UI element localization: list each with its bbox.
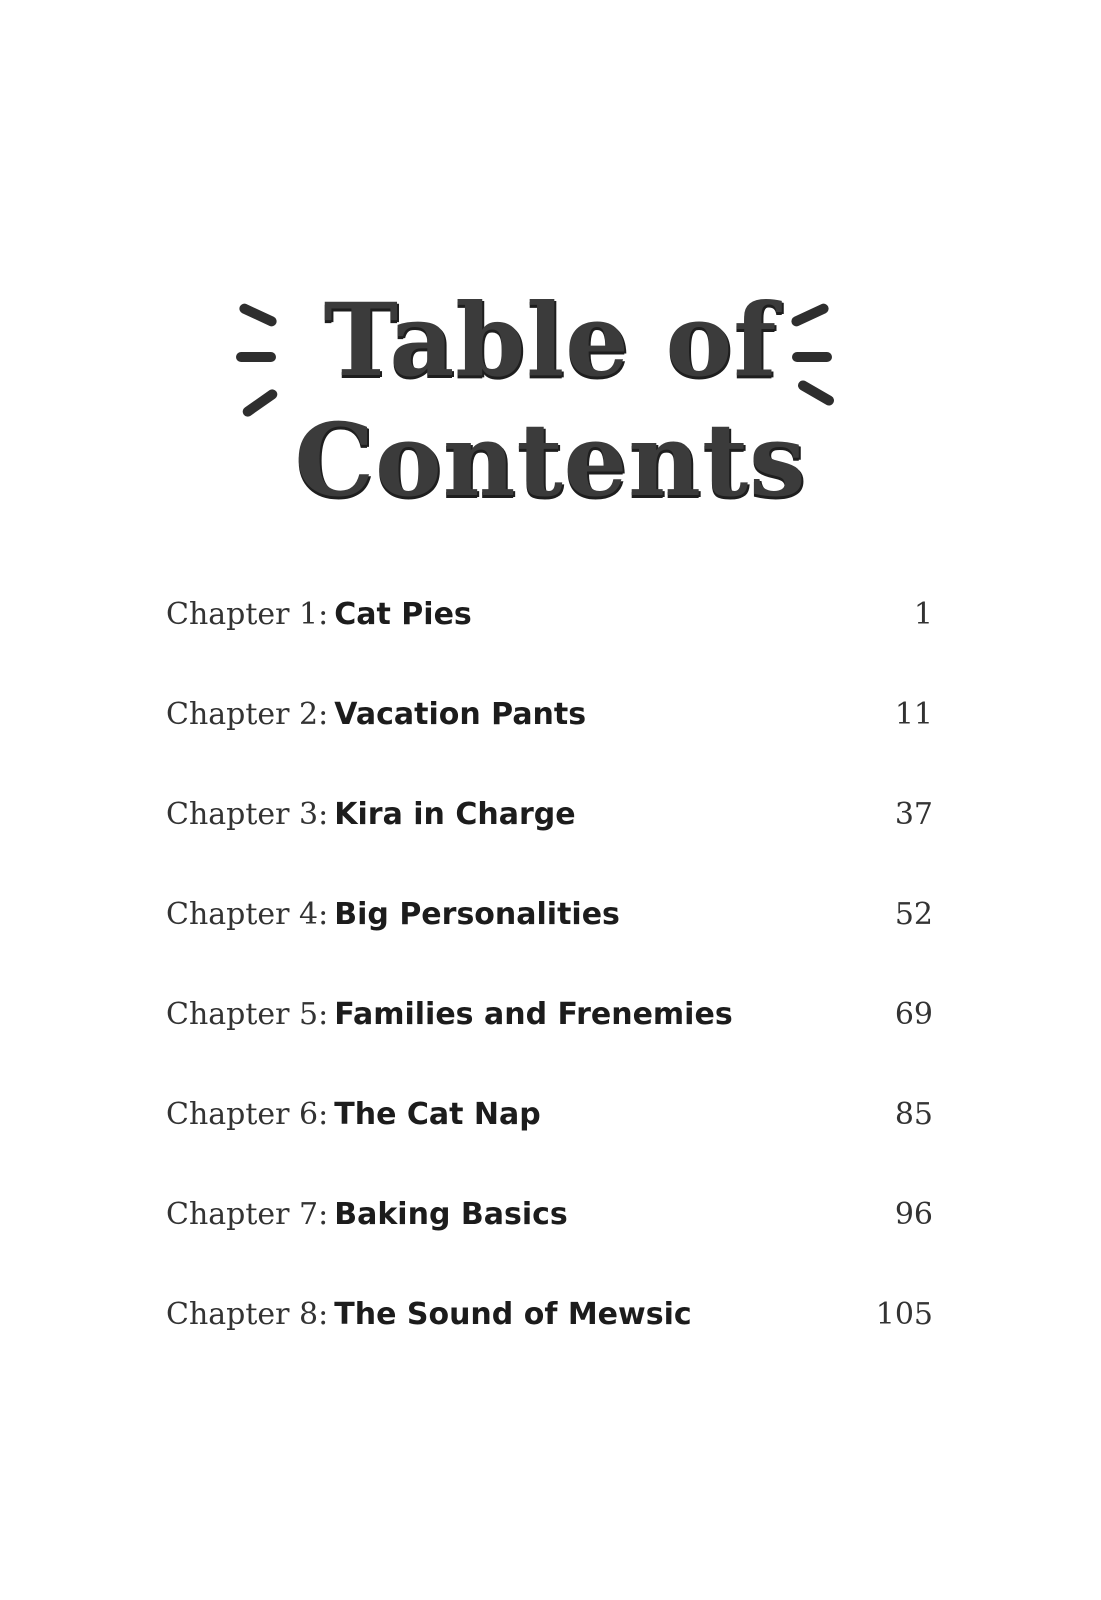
- chapter-number: Chapter 6:: [166, 1097, 329, 1132]
- page-number: 69: [894, 997, 933, 1032]
- toc-entry: [166, 685, 933, 785]
- page-number: 1: [913, 597, 933, 632]
- page-number: 52: [894, 897, 933, 932]
- chapter-title: Cat Pies: [334, 597, 472, 632]
- chapter-title: Vacation Pants: [334, 697, 587, 732]
- heading-line-1: Table of: [323, 281, 778, 399]
- chapter-number: Chapter 5:: [166, 997, 329, 1032]
- page-number: 11: [894, 697, 933, 732]
- toc-entry: [166, 1085, 933, 1185]
- toc-entry: [166, 1285, 933, 1385]
- chapter-title: The Sound of Mewsic: [334, 1297, 692, 1332]
- toc-entry: [166, 885, 933, 985]
- chapter-title: Baking Basics: [334, 1197, 568, 1232]
- chapter-number: Chapter 1:: [166, 597, 329, 632]
- chapter-number: Chapter 7:: [166, 1197, 329, 1232]
- page-number: 105: [875, 1297, 933, 1332]
- chapter-title: Big Personalities: [334, 897, 620, 932]
- chapter-number: Chapter 8:: [166, 1297, 329, 1332]
- chapter-number: Chapter 4:: [166, 897, 329, 932]
- toc-list: [166, 585, 933, 1385]
- chapter-title: The Cat Nap: [334, 1097, 541, 1132]
- toc-entry: [166, 585, 933, 685]
- chapter-title: Families and Frenemies: [334, 997, 733, 1032]
- chapter-number: Chapter 3:: [166, 797, 329, 832]
- toc-entry: [166, 1185, 933, 1285]
- heading-line-2: Contents: [294, 401, 807, 519]
- chapter-number: Chapter 2:: [166, 697, 329, 732]
- page-number: 37: [894, 797, 933, 832]
- toc-heading: [0, 270, 1101, 540]
- page-number: 96: [894, 1197, 933, 1232]
- toc-entry: [166, 785, 933, 885]
- toc-entry: [166, 985, 933, 1085]
- chapter-title: Kira in Charge: [334, 797, 576, 832]
- page-number: 85: [894, 1097, 933, 1132]
